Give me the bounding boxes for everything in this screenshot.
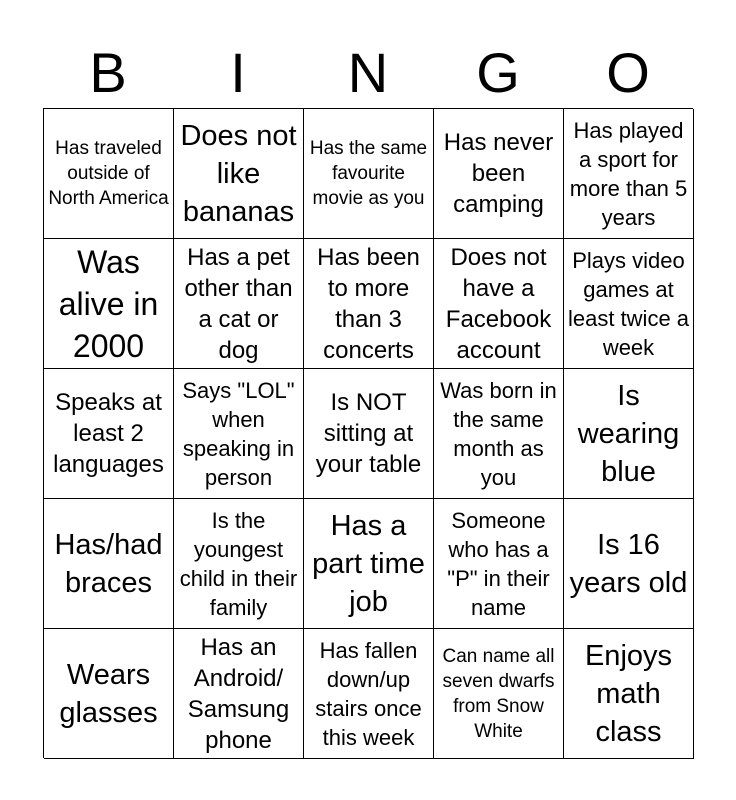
cell-text: Has an Android/ Samsung phone: [187, 633, 290, 754]
bingo-cell[interactable]: [564, 629, 694, 759]
bingo-cell[interactable]: [434, 629, 564, 759]
cell-text: Speaks at least 2 languages: [53, 389, 164, 478]
bingo-cell[interactable]: [44, 239, 174, 369]
cell-text: Has played a sport for more than 5 years: [569, 117, 688, 230]
bingo-cell[interactable]: [304, 109, 434, 239]
bingo-cell[interactable]: [564, 109, 694, 239]
bingo-cell[interactable]: [434, 109, 564, 239]
cell-text: Was born in the same month as you: [440, 377, 557, 490]
bingo-cell[interactable]: [564, 499, 694, 629]
bingo-cell[interactable]: [174, 239, 304, 369]
cell-text: Is the youngest child in their family: [179, 507, 298, 620]
bingo-cell[interactable]: [174, 109, 304, 239]
bingo-cell[interactable]: [44, 499, 174, 629]
cell-text: Has been to more than 3 concerts: [317, 243, 420, 364]
bingo-grid: [43, 108, 693, 758]
bingo-cell[interactable]: [304, 369, 434, 499]
cell-text: Has fallen down/up stairs once this week: [315, 637, 422, 750]
header-letter-i: I: [230, 41, 246, 104]
cell-text: Has traveled outside of North America: [48, 138, 169, 209]
header-letter-n: N: [347, 41, 389, 104]
bingo-cell[interactable]: [304, 239, 434, 369]
bingo-cell[interactable]: [564, 239, 694, 369]
cell-text: Wears glasses: [59, 658, 158, 729]
bingo-cell[interactable]: [174, 629, 304, 759]
cell-text: Enjoys math class: [584, 639, 673, 748]
cell-text: Plays video games at least twice a week: [567, 247, 690, 360]
bingo-cell[interactable]: [174, 369, 304, 499]
cell-text: Someone who has a "P" in their name: [447, 507, 550, 620]
cell-text: Has the same favourite movie as you: [309, 138, 428, 209]
cell-text: Says "LOL" when speaking in person: [182, 377, 295, 490]
header-letter-o: O: [606, 41, 650, 104]
cell-text: Does not like bananas: [180, 119, 297, 228]
cell-text: Was alive in 2000: [58, 243, 159, 364]
bingo-cell[interactable]: [44, 109, 174, 239]
cell-text: Has a pet other than a cat or dog: [184, 243, 293, 364]
bingo-cell[interactable]: [304, 499, 434, 629]
cell-text: Has a part time job: [312, 509, 425, 618]
header-letter-g: G: [476, 41, 520, 104]
bingo-cell[interactable]: [434, 369, 564, 499]
bingo-cell[interactable]: [44, 629, 174, 759]
bingo-cell[interactable]: [174, 499, 304, 629]
bingo-header: [43, 38, 693, 108]
cell-text: Is NOT sitting at your table: [315, 389, 422, 478]
cell-text: Does not have a Facebook account: [445, 243, 552, 364]
bingo-cell[interactable]: [44, 369, 174, 499]
header-letter-b: B: [89, 41, 127, 104]
bingo-cell[interactable]: [304, 629, 434, 759]
cell-text: Is 16 years old: [569, 528, 688, 599]
bingo-cell[interactable]: [564, 369, 694, 499]
cell-text: Can name all seven dwarfs from Snow White: [442, 645, 555, 742]
cell-text: Has never been camping: [443, 129, 554, 218]
bingo-cell[interactable]: [434, 239, 564, 369]
bingo-cell[interactable]: [434, 499, 564, 629]
cell-text: Has/had braces: [54, 528, 163, 599]
cell-text: Is wearing blue: [577, 379, 680, 488]
